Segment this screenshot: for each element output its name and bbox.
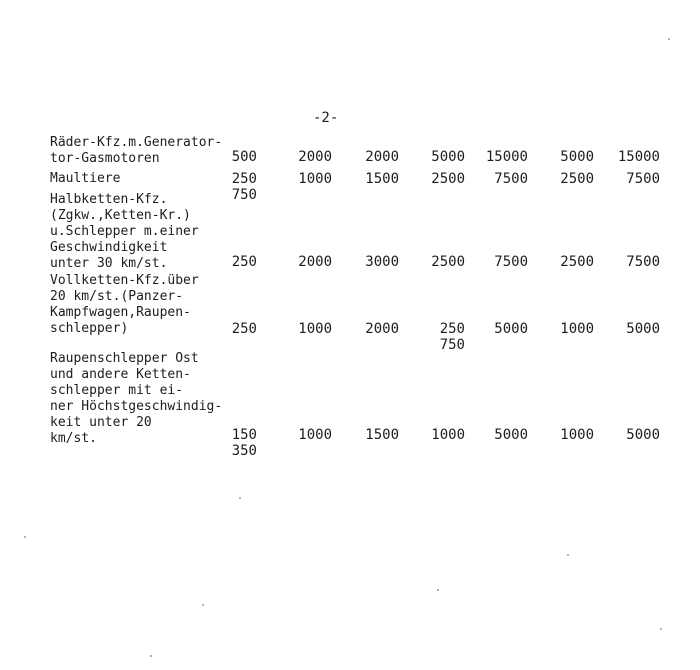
value-cell: 2000 (298, 254, 332, 270)
row-description: Maultiere (50, 171, 121, 186)
value-cell: 2500 (431, 171, 465, 187)
value-cell: 1000 (298, 427, 332, 443)
value-cell: 5000 (560, 149, 594, 165)
scan-speck (567, 554, 569, 556)
value-cell: 1500 (365, 171, 399, 187)
value-cell: 2000 (298, 149, 332, 165)
value-cell: 5000 (494, 321, 528, 337)
scan-speck (150, 655, 152, 657)
value-cell: 1000 (298, 171, 332, 187)
value-cell: 7500 (626, 254, 660, 270)
value-cell: 1000 (298, 321, 332, 337)
sub-value-cell: 350 (231, 443, 257, 459)
value-cell: 5000 (626, 321, 660, 337)
value-cell: 1000 (560, 321, 594, 337)
scan-speck (202, 604, 204, 606)
value-cell: 7500 (494, 171, 528, 187)
value-cell: 5000 (626, 427, 660, 443)
value-cell: 5000 (494, 427, 528, 443)
row-description: Vollketten-Kfz.über 20 km/st.(Panzer- Kampfwagen,Raupen- schlepper) (50, 273, 199, 336)
value-cell: 15000 (485, 149, 528, 165)
value-cell: 15000 (617, 149, 660, 165)
row-description: Halbketten-Kfz. (Zgkw.,Ketten-Kr.) u.Schlepper m.einer Geschwindigkeit unter 30 km/st. (50, 192, 199, 271)
value-cell: 250 (231, 171, 257, 187)
value-cell: 7500 (626, 171, 660, 187)
value-cell: 500 (231, 149, 257, 165)
value-cell: 250 (231, 321, 257, 337)
value-cell: 250 (231, 254, 257, 270)
value-cell: 2000 (365, 149, 399, 165)
scan-speck (668, 38, 670, 40)
value-cell: 1000 (560, 427, 594, 443)
row-description: Raupenschlepper Ost und andere Ketten- schlepper mit ei- ner Höchstgeschwindig- keit unter 20 km/st. (50, 351, 223, 446)
value-cell: 150 (231, 427, 257, 443)
sub-value-cell: 750 (231, 187, 257, 203)
value-cell: 1000 (431, 427, 465, 443)
value-cell: 1500 (365, 427, 399, 443)
scan-speck (239, 497, 241, 499)
value-cell: 5000 (431, 149, 465, 165)
scan-speck (24, 536, 26, 538)
scan-speck (660, 628, 662, 630)
page-number: -2- (313, 110, 339, 126)
value-cell: 2000 (365, 321, 399, 337)
sub-value-cell: 750 (439, 337, 465, 353)
value-cell: 3000 (365, 254, 399, 270)
value-cell: 2500 (431, 254, 465, 270)
row-description: Räder-Kfz.m.Generator- tor-Gasmotoren (50, 135, 223, 166)
value-cell: 250 (439, 321, 465, 337)
value-cell: 2500 (560, 171, 594, 187)
value-cell: 2500 (560, 254, 594, 270)
value-cell: 7500 (494, 254, 528, 270)
scan-speck (437, 589, 439, 591)
